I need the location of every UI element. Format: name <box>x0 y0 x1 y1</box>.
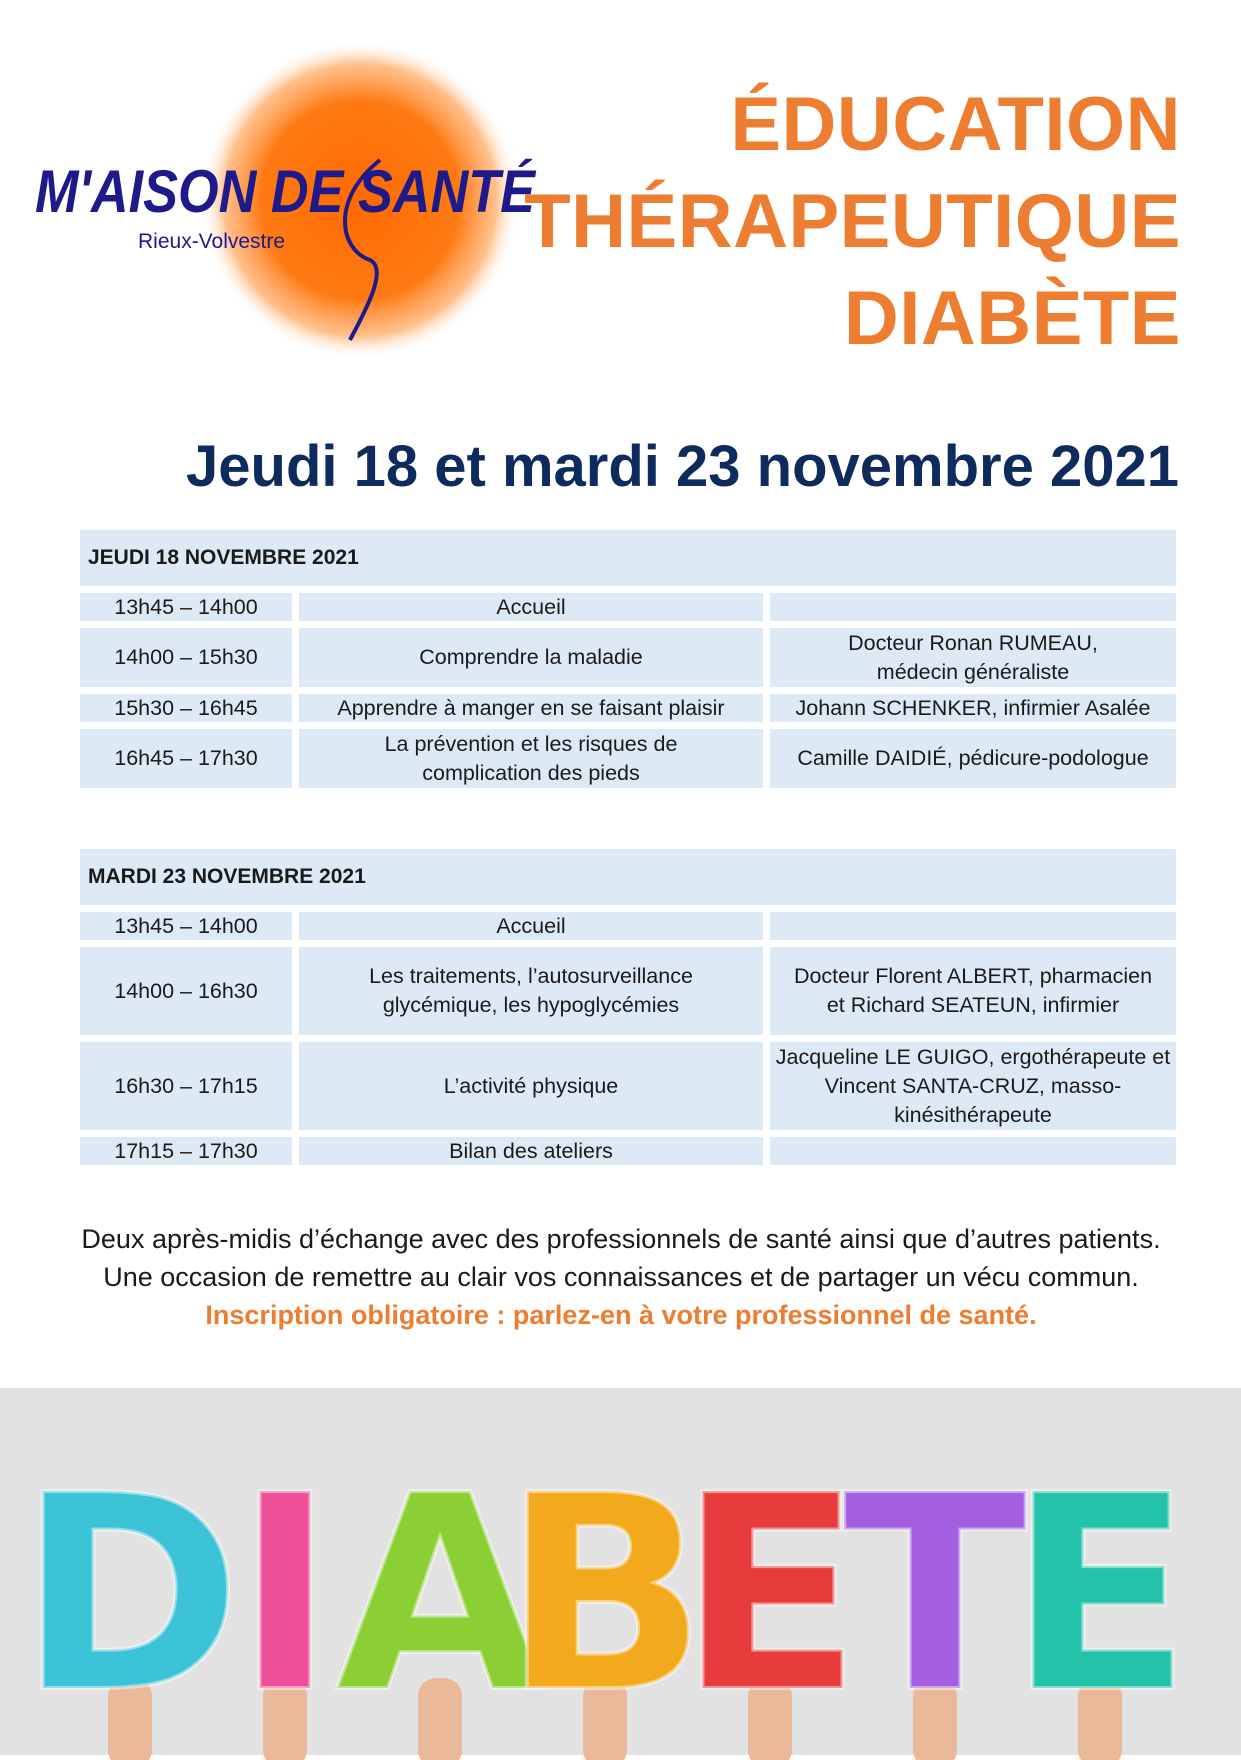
topic-cell: Comprendre la maladie <box>299 628 763 687</box>
logo <box>30 50 550 360</box>
speaker-cell: Docteur Florent ALBERT, pharmacien et Richard SEATEUN, infirmier <box>770 947 1176 1035</box>
speaker-cell: Jacqueline LE GUIGO, ergothérapeute et Vincent SANTA-CRUZ, masso-kinésithérapeute <box>770 1042 1176 1130</box>
speaker-cell <box>770 912 1176 940</box>
logo-title: M'AISON DE SANTÉ <box>35 158 537 225</box>
schedule-tuesday <box>80 849 1176 1172</box>
balloon-letter-glyph: I <box>234 1437 336 1752</box>
balloon-letters-image <box>0 1388 1241 1755</box>
schedule-thursday <box>80 530 1176 795</box>
speaker-cell: Johann SCHENKER, infirmier Asalée <box>770 694 1176 722</box>
balloon-letter-glyph: E <box>1007 1437 1193 1752</box>
speaker-cell: Docteur Ronan RUMEAU, médecin généraliste <box>770 628 1176 687</box>
time-cell: 17h15 – 17h30 <box>80 1137 292 1165</box>
schedule-header: JEUDI 18 NOVEMBRE 2021 <box>80 530 1176 586</box>
table-row <box>80 947 1176 1035</box>
topic-cell: Les traitements, l’autosurveillance glycémique, les hypoglycémies <box>299 947 763 1035</box>
registration-note: Inscription obligatoire : parlez-en à votre professionnel de santé. <box>205 1300 1037 1330</box>
title-line-3: DIABÈTE <box>843 276 1181 361</box>
time-cell: 14h00 – 16h30 <box>80 947 292 1035</box>
info-text: Deux après-midis d’échange avec des professionnels de santé ainsi que d’autres patients. Une occasion de remettre au clair vos connaissances et de partager un vécu commun. <box>81 1224 1161 1292</box>
time-cell: 13h45 – 14h00 <box>80 912 292 940</box>
diabete-balloon-banner <box>0 1388 1241 1755</box>
title-line-1: ÉDUCATION <box>730 82 1181 167</box>
balloon-letter <box>1008 1437 1192 1760</box>
speaker-cell: Camille DAIDIÉ, pédicure-podologue <box>770 729 1176 788</box>
table-row <box>80 912 1176 940</box>
topic-cell: Accueil <box>299 593 763 621</box>
title-line-2: THÉRAPEUTIQUE <box>524 179 1181 264</box>
event-dates: Jeudi 18 et mardi 23 novembre 2021 <box>186 434 1179 499</box>
schedule-header: MARDI 23 NOVEMBRE 2021 <box>80 849 1176 905</box>
topic-cell: Accueil <box>299 912 763 940</box>
balloon-letter-glyph: A <box>335 1437 545 1752</box>
table-row <box>80 1042 1176 1130</box>
topic-cell: L’activité physique <box>299 1042 763 1130</box>
balloon-letter-glyph: D <box>17 1437 243 1752</box>
logo-subtitle: Rieux-Volvestre <box>138 230 286 253</box>
topic-cell: Bilan des ateliers <box>299 1137 763 1165</box>
time-cell: 16h30 – 17h15 <box>80 1042 292 1130</box>
balloon-letter-glyph: T <box>842 1437 1028 1752</box>
table-row <box>80 694 1176 722</box>
balloon-letter <box>235 1437 335 1760</box>
balloon-letter <box>843 1437 1029 1760</box>
speaker-cell <box>770 1137 1176 1165</box>
maison-de-sante-logo <box>30 50 550 360</box>
balloon-letter <box>18 1437 242 1760</box>
table-row <box>80 628 1176 687</box>
info-paragraph <box>60 1220 1182 1334</box>
page-title <box>524 76 1181 367</box>
table-row <box>80 1137 1176 1165</box>
time-cell: 13h45 – 14h00 <box>80 593 292 621</box>
topic-cell: Apprendre à manger en se faisant plaisir <box>299 694 763 722</box>
table-row <box>80 729 1176 788</box>
time-cell: 14h00 – 15h30 <box>80 628 292 687</box>
time-cell: 16h45 – 17h30 <box>80 729 292 788</box>
balloon-letter-glyph: B <box>502 1437 708 1752</box>
speaker-cell <box>770 593 1176 621</box>
time-cell: 15h30 – 16h45 <box>80 694 292 722</box>
topic-cell: La prévention et les risques de complication des pieds <box>299 729 763 788</box>
balloon-letter-glyph: E <box>677 1437 863 1752</box>
balloon-letter <box>678 1437 862 1760</box>
table-row <box>80 593 1176 621</box>
